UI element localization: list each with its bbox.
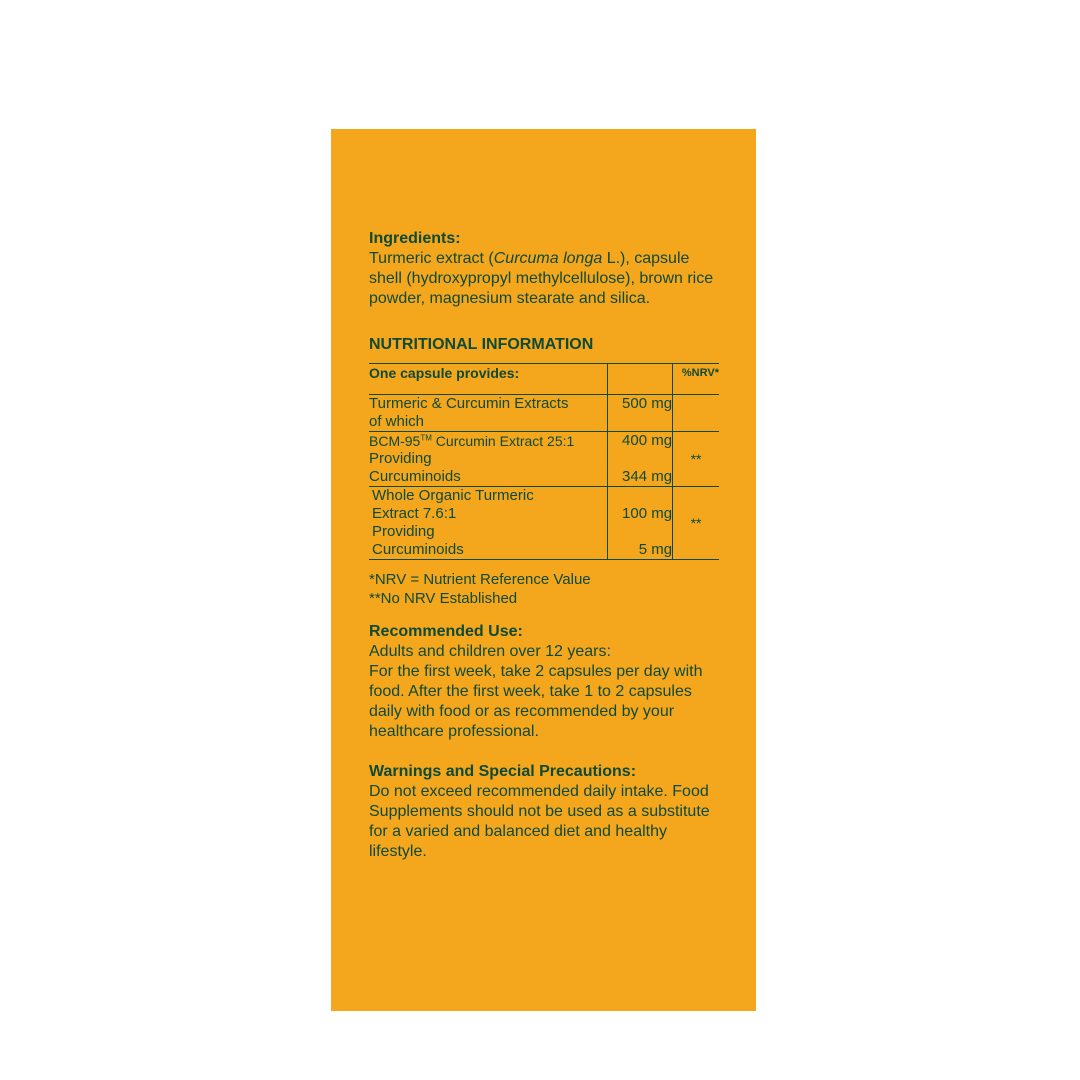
footnote-no-nrv: **No NRV Established	[369, 590, 518, 607]
row1-amount	[608, 395, 673, 432]
row3-nrv: **	[690, 515, 702, 531]
row3-amount-spacer2	[608, 523, 672, 541]
row2-nrv: **	[690, 451, 702, 467]
row2-name	[369, 432, 608, 487]
recommended-use-audience: Adults and children over 12 years:	[369, 643, 611, 660]
row3-name	[369, 487, 608, 560]
table-row	[369, 432, 719, 487]
row2-amount-spacer	[608, 450, 672, 468]
row1-line2: of which	[369, 413, 425, 430]
header-label: One capsule provides:	[369, 364, 608, 395]
row3-line2: Extract 7.6:1	[372, 505, 457, 522]
warnings-section	[369, 762, 721, 862]
row3-line1: Whole Organic Turmeric	[372, 487, 534, 504]
row2-amount2: 344 mg	[622, 468, 673, 485]
footnote-nrv: *NRV = Nutrient Reference Value	[369, 571, 591, 588]
label-content	[369, 229, 721, 862]
trademark-symbol: TM	[420, 433, 432, 443]
table-row	[369, 395, 719, 432]
row3-amount-spacer	[608, 487, 672, 505]
row2-line1	[369, 432, 607, 450]
header-amount	[608, 364, 673, 395]
row2-name-suffix: Curcumin Extract 25:1	[431, 433, 575, 449]
ingredients-text-part1: Turmeric extract (	[369, 250, 494, 267]
row2-line3: Curcuminoids	[369, 468, 461, 485]
header-nrv: %NRV*	[681, 367, 719, 379]
row3-amount2: 5 mg	[638, 541, 673, 558]
label-panel	[331, 129, 756, 1011]
row3-line3: Providing	[372, 523, 435, 540]
warnings-text: Do not exceed recommended daily intake. Food Supplements should not be used as a substitute for a varied and balanced diet and healthy lifestyle.	[369, 783, 710, 860]
table-row	[369, 487, 719, 560]
nutrition-title: NUTRITIONAL INFORMATION	[369, 336, 594, 353]
nutrition-table	[369, 363, 719, 560]
row3-amount1: 100 mg	[622, 505, 673, 522]
row2-line2: Providing	[369, 450, 432, 467]
ingredients-text	[369, 249, 721, 309]
row2-amount1: 400 mg	[622, 432, 673, 449]
recommended-use-section	[369, 622, 721, 742]
row1-name	[369, 395, 608, 432]
ingredients-heading: Ingredients:	[369, 230, 461, 247]
ingredients-text-part2: L.), capsule shell (hydroxypropyl methylcellulose), brown rice powder, magnesium stearate and silica.	[369, 250, 714, 307]
row3-line4: Curcuminoids	[372, 541, 464, 558]
row1-amount1: 500 mg	[622, 395, 673, 412]
row1-line1: Turmeric & Curcumin Extracts	[369, 395, 569, 412]
row2-name-prefix: BCM-95	[369, 433, 421, 449]
row3-amount	[608, 487, 673, 560]
nutrition-footnotes	[369, 570, 721, 608]
warnings-heading: Warnings and Special Precautions:	[369, 763, 637, 780]
ingredients-section	[369, 229, 721, 309]
recommended-use-heading: Recommended Use:	[369, 623, 523, 640]
ingredients-latin-name: Curcuma longa	[493, 250, 603, 267]
row1-nrv	[673, 395, 719, 432]
nutrition-header-row	[369, 364, 719, 395]
row2-amount	[608, 432, 673, 487]
recommended-use-text: For the first week, take 2 capsules per day with food. After the first week, take 1 to 2 capsules daily with food or as recommended by your healthcare professional.	[369, 663, 703, 740]
